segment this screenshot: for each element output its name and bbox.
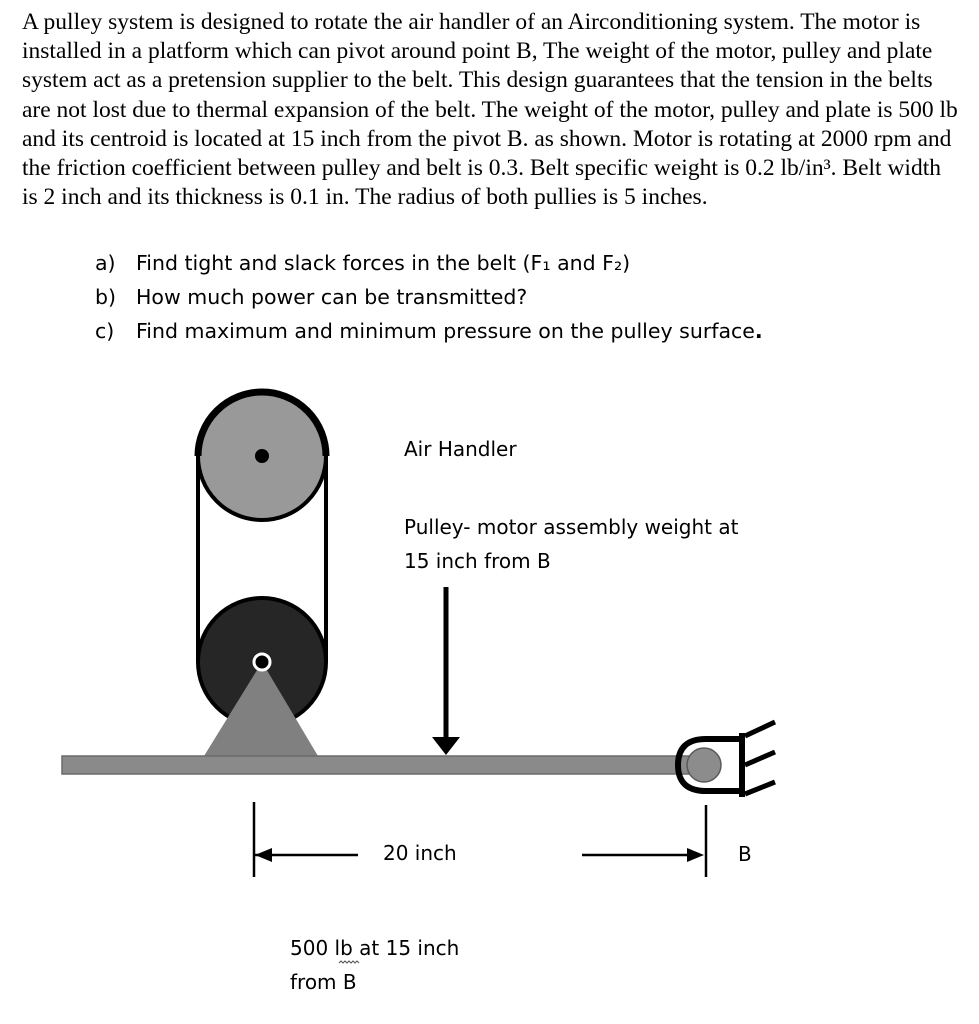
weight-label-line1: Pulley- motor assembly weight at xyxy=(404,515,739,539)
problem-paragraph: A pulley system is designed to rotate the air handler of an Airconditioning system. The motor is installed in a platform which can pivot around point B, The weight of the motor, pulley and plate system act as a pretension supplier to the belt. This design guarantees that the tension in the belts are not lost due to thermal expansion of the belt. The weight of the motor, pulley and plate is 500 lb and its centroid is located at 15 inch from the pivot B. as shown. Motor is rotating at 2000 rpm and the friction coefficient between pulley and belt is 0.3. Belt specific weight is 0.2 lb/in³. Belt width is 2 inch and its thickness is 0.1 in. The radius of both pullies is 5 inches. xyxy=(22,9,958,211)
question-c-marker: c) xyxy=(95,319,115,343)
question-a-text: Find tight and slack forces in the belt (F₁ and F₂) xyxy=(136,251,631,275)
question-c-text: Find maximum and minimum pressure on the pulley surface xyxy=(136,319,755,343)
air-handler-label: Air Handler xyxy=(404,437,517,461)
question-a-marker: a) xyxy=(95,251,116,275)
question-c-period: . xyxy=(754,319,763,343)
pivot-pin xyxy=(687,748,721,782)
platform xyxy=(62,756,712,774)
pivot-b-label: B xyxy=(738,842,752,866)
air-handler-axle xyxy=(255,449,269,463)
bottom-note-line1: 500 lb at 15 inch xyxy=(290,936,460,960)
wall-hatch-3 xyxy=(745,782,775,794)
bottom-note-line2: from B xyxy=(290,970,357,994)
question-b-text: How much power can be transmitted? xyxy=(136,285,528,309)
wall-hatch-1 xyxy=(745,722,775,736)
dimension-left-arrowhead xyxy=(255,848,272,862)
dimension-label: 20 inch xyxy=(383,841,457,865)
weight-arrow-head xyxy=(432,737,460,755)
spellcheck-squiggle xyxy=(339,961,359,963)
wall-hatch-2 xyxy=(745,752,775,765)
weight-label-line2: 15 inch from B xyxy=(404,549,551,573)
dimension-right-arrowhead xyxy=(687,848,704,862)
motor-axle xyxy=(254,654,270,670)
question-b-marker: b) xyxy=(95,285,117,309)
